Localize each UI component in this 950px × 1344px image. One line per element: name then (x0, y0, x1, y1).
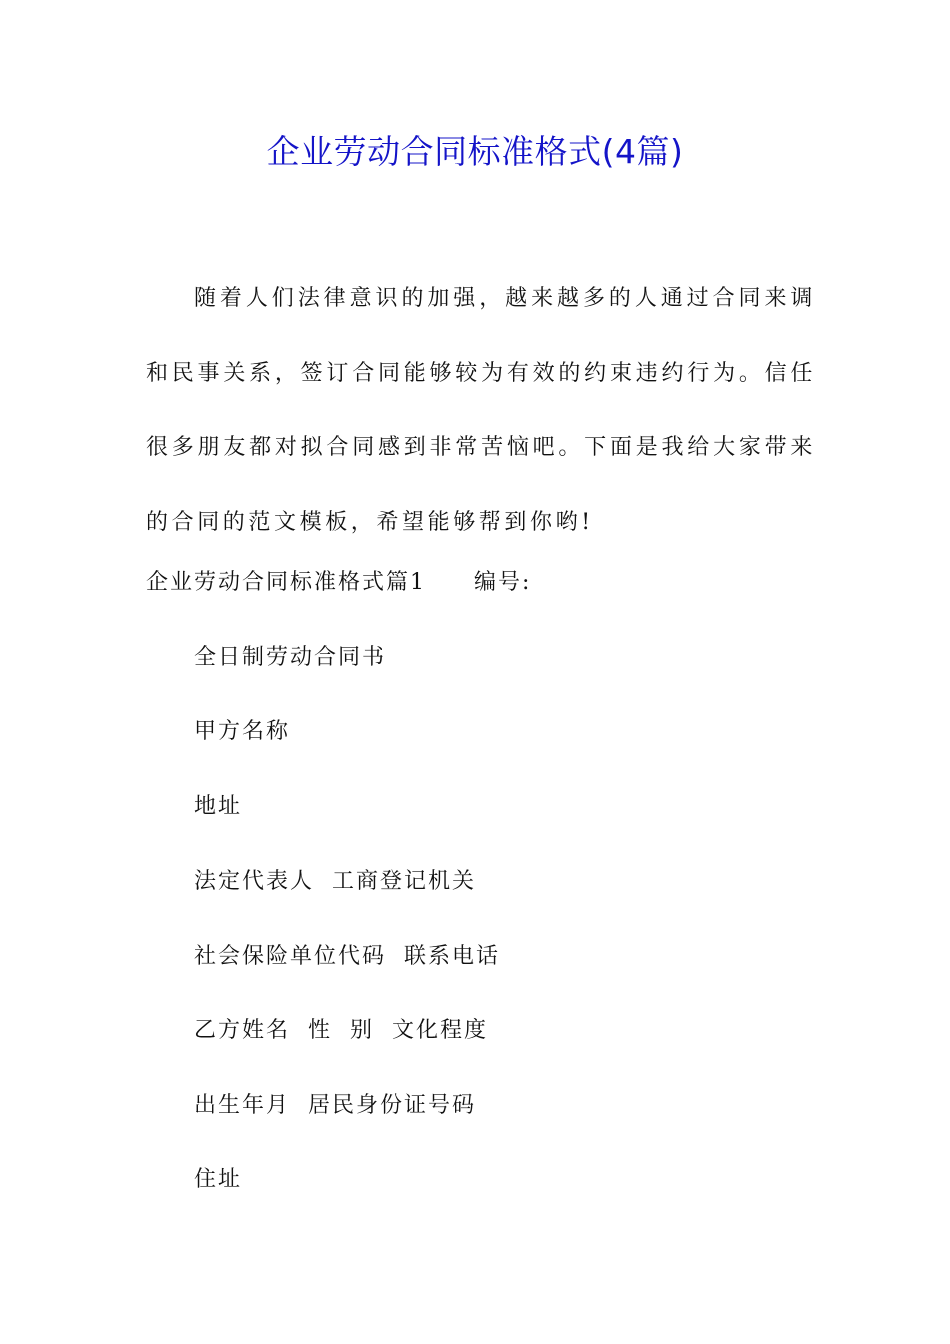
section-heading-row (146, 567, 531, 599)
birth-date-label: 出生年月 居民身份证号码 (194, 1093, 476, 1118)
intro-paragraph: 随着人们法律意识的加强，越来越多的人通过合同来调和民事关系，签订合同能够较为有效的约束违约行为。信任很多朋友都对拟合同感到非常苦恼吧。下面是我给大家带来的合同的范文模板，希望能够帮到你哟! (146, 286, 816, 535)
party-b-name-label: 乙方姓名 性 别 文化程度 (194, 1018, 488, 1043)
section-heading: 企业劳动合同标准格式篇1 (146, 570, 426, 595)
legal-representative-label: 法定代表人 工商登记机关 (194, 869, 476, 894)
contract-form-title: 全日制劳动合同书 (194, 645, 387, 670)
social-insurance-code-label: 社会保险单位代码 联系电话 (194, 944, 500, 969)
residence-label: 住址 (194, 1167, 243, 1192)
party-a-name-label: 甲方名称 (194, 719, 291, 744)
address-label: 地址 (194, 794, 243, 819)
document-title: 企业劳动合同标准格式(4篇) (266, 132, 684, 171)
contract-number-label: 编号: (474, 570, 532, 595)
